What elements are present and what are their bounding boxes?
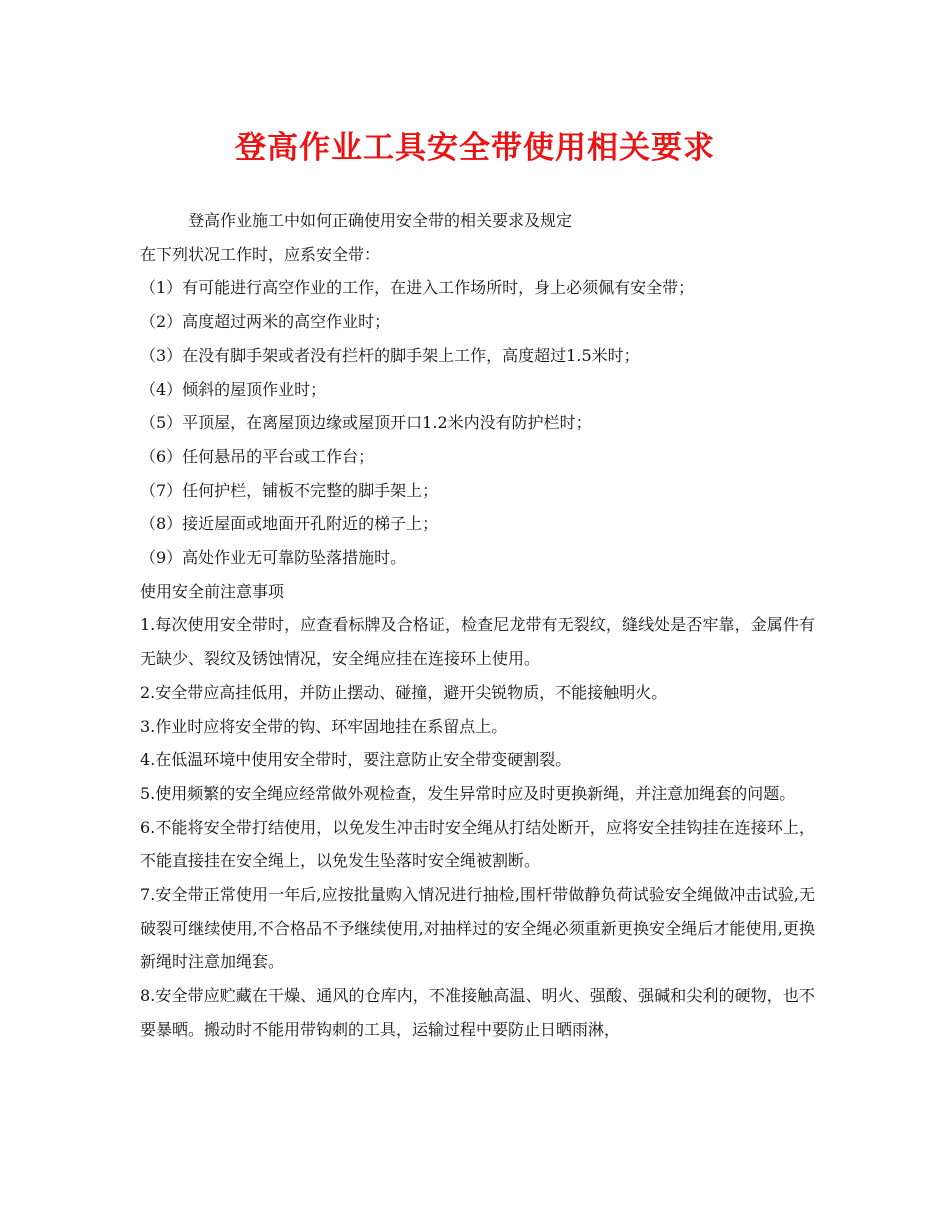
numbered-paragraph: 3.作业时应将安全带的钩、环牢固地挂在系留点上。: [140, 716, 508, 736]
list-item: （1）有可能进行高空作业的工作，在进入工作场所时，身上必须佩有安全带；: [140, 278, 695, 298]
numbered-paragraph: 1.每次使用安全带时，应查看标牌及合格证，检查尼龙带有无裂纹，缝线处是否牢靠，金属件有无缺少、裂纹及锈蚀情况，安全绳应挂在连接环上使用。: [140, 615, 815, 669]
list-item: （5）平顶屋，在离屋顶边缘或屋顶开口1.2米内没有防护栏时；: [140, 413, 592, 433]
list-item: （4）倾斜的屋顶作业时；: [140, 379, 327, 399]
list-item: （2）高度超过两米的高空作业时；: [140, 312, 391, 332]
list-item: （7）任何护栏，铺板不完整的脚手架上；: [140, 480, 439, 500]
numbered-paragraph: 6.不能将安全带打结使用，以免发生冲击时安全绳从打结处断开，应将安全挂钩挂在连接环上，不能直接挂在安全绳上，以免发生坠落时安全绳被割断。: [140, 817, 815, 871]
document-title: 登高作业工具安全带使用相关要求: [235, 130, 715, 166]
numbered-paragraph: 7.安全带正常使用一年后,应按批量购入情况进行抽检,围杆带做静负荷试验安全绳做冲击试验,无破裂可继续使用,不合格品不予继续使用,对抽样过的安全绳必须重新更换安全绳后才能使用,更换新绳时注意加绳套。: [140, 885, 815, 972]
list-item: （8）接近屋面或地面开孔附近的梯子上；: [140, 514, 439, 534]
numbered-paragraph: 2.安全带应高挂低用，并防止摆动、碰撞，避开尖锐物质，不能接触明火。: [140, 682, 668, 702]
numbered-paragraph: 5.使用频繁的安全绳应经常做外观检查，发生异常时应及时更换新绳，并注意加绳套的问题。: [140, 783, 796, 803]
section1-heading: 在下列状况工作时，应系安全带：: [140, 244, 381, 264]
section2-heading: 使用安全前注意事项: [140, 581, 285, 601]
numbered-paragraph: 8.安全带应贮藏在干燥、通风的仓库内，不准接触高温、明火、强酸、强碱和尖利的硬物，也不要暴晒。搬动时不能用带钩刺的工具，运输过程中要防止日晒雨淋，: [140, 986, 815, 1039]
list-item: （9）高处作业无可靠防坠落措施时。: [140, 548, 407, 568]
list-item: （3）在没有脚手架或者没有拦杆的脚手架上工作，高度超过1.5米时；: [140, 345, 640, 365]
numbered-paragraph: 4.在低温环境中使用安全带时，要注意防止安全带变硬割裂。: [140, 750, 572, 770]
intro-paragraph: 登高作业施工中如何正确使用安全带的相关要求及规定: [188, 211, 573, 230]
list-item: （6）任何悬吊的平台或工作台；: [140, 446, 375, 466]
document-body: [140, 204, 815, 1047]
